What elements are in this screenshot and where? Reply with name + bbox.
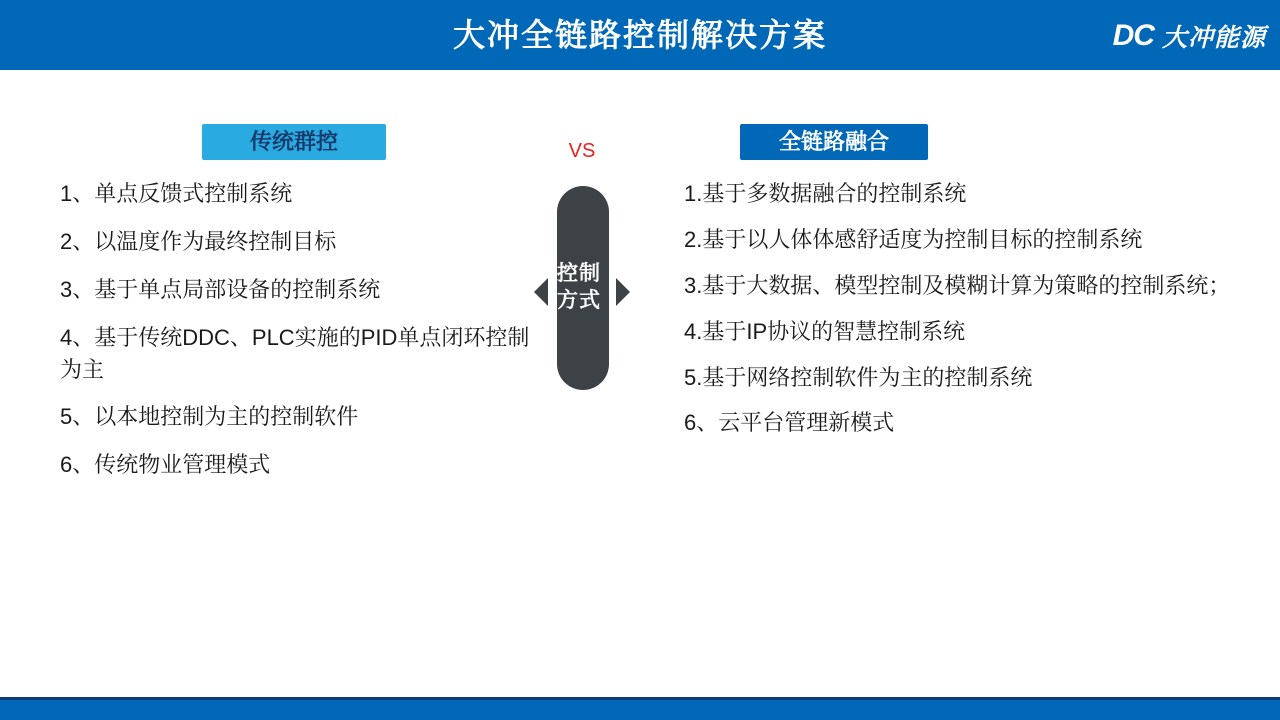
list-item: 1、单点反馈式控制系统	[60, 181, 293, 206]
list-item: 4.基于IP协议的智慧控制系统	[684, 318, 966, 344]
right-list	[684, 178, 1280, 453]
slide-header	[0, 0, 1280, 70]
list-item: 3、基于单点局部设备的控制系统	[60, 276, 381, 302]
page-title: 大冲全链路控制解决方案	[452, 17, 827, 53]
left-column-heading: 传统群控	[202, 124, 386, 160]
brand-logo	[1113, 16, 1266, 56]
list-item: 6、云平台管理新模式	[684, 410, 895, 436]
slide-footer	[0, 700, 1280, 720]
triangle-left-icon	[534, 278, 548, 306]
list-item: 2、以温度作为最终控制目标	[60, 228, 337, 254]
vs-label: VS	[568, 140, 596, 162]
center-capsule-label: 控制方式	[557, 186, 609, 390]
left-list	[60, 178, 530, 497]
logo-mark: DC	[1112, 19, 1154, 52]
list-item: 5.基于网络控制软件为主的控制系统	[684, 364, 1033, 390]
list-item: 5、以本地控制为主的控制软件	[60, 404, 359, 430]
list-item: 1.基于多数据融合的控制系统	[684, 181, 967, 206]
list-item: 4、基于传统DDC、PLC实施的PID单点闭环控制为主	[60, 324, 530, 382]
triangle-right-icon	[616, 278, 630, 306]
list-item: 6、传统物业管理模式	[60, 452, 271, 478]
right-column-heading: 全链路融合	[740, 124, 928, 160]
list-item: 2.基于以人体体感舒适度为控制目标的控制系统	[684, 226, 1143, 252]
list-item: 3.基于大数据、模型控制及模糊计算为策略的控制系统；	[684, 272, 1231, 298]
logo-text: 大冲能源	[1161, 24, 1266, 52]
